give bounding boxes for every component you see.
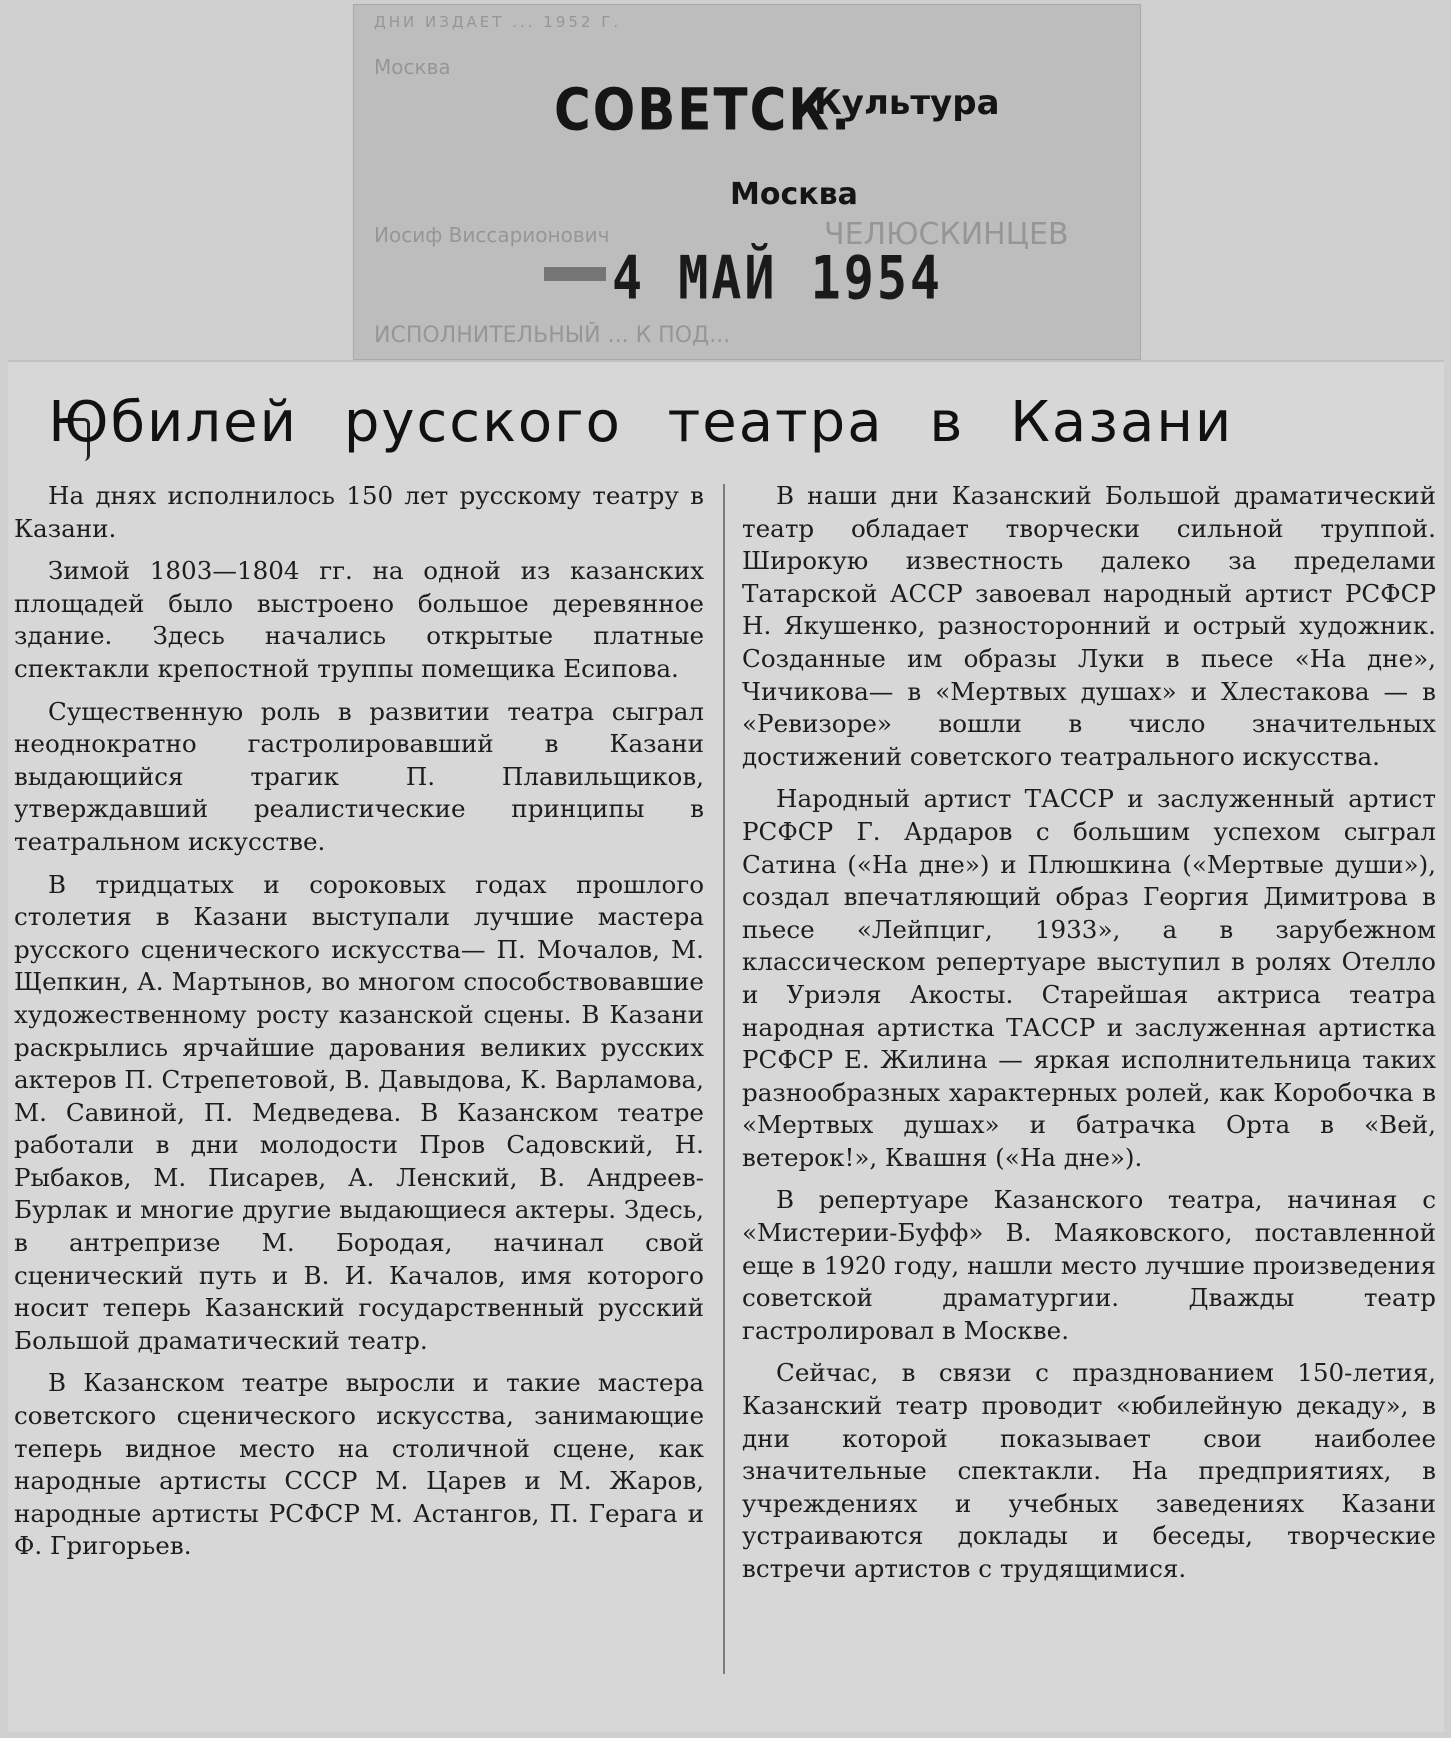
article-paragraph: Существенную роль в развитии театра сыграл неоднократно гастролировавший в Казани выдающийся трагик П. Плавильщиков, утверждавший реалистические принципы в театральном искусстве. [14,696,704,856]
stamp-faint-line: ИСПОЛНИТЕЛЬНЫЙ ... К ПОД... [374,323,731,348]
newspaper-clipping [8,360,1444,1732]
article-paragraph: В наши дни Казанский Большой драматический театр обладает творчески сильной труппой. Широкую известность далеко за пределами Татарской АССР завоевал народный артист РСФСР Н. Якушенко, разносторонний и острый художник. Созданные им образы Луки в пьесе «На дне», Чичикова— в «Мертвых душах» и Хлестакова — в «Ревизоре» вошли в число значительных достижений советского театрального искусства. [742,481,1436,771]
article-title: Юбилей русского театра в Казани [48,390,1234,455]
article-right-column [742,480,1436,1596]
article-paragraph: Зимой 1803—1804 гг. на одной из казанских площадей было выстроено большое деревянное здание. Здесь начались открытые платные спектакли крепостной труппы помещика Есипова. [14,556,704,683]
stamp-newspaper-name-suffix: Культура [814,83,1000,123]
column-divider [723,484,725,1674]
stamp-dash-mark [544,267,606,281]
clipping-bureau-stamp [353,4,1141,360]
stamp-faint-line: Иосиф Виссарионович [374,223,610,247]
stamp-faint-line: ДНИ ИЗДАЕТ ... 1952 Г. [374,13,622,31]
stamp-faint-line: Москва [374,55,451,79]
article-paragraph: Народный артист ТАССР и заслуженный артист РСФСР Г. Ардаров с большим успехом сыграл Сатина («На дне») и Плюшкина («Мертвые души»), создал впечатляющий образ Георгия Димитрова в пьесе «Лейпциг, 1933», а в зарубежном классическом репертуаре выступил в ролях Отелло и Уриэля Акосты. Старейшая актриса театра народная артистка ТАССР и заслуженная артистка РСФСР Е. Жилина — яркая исполнительница таких разнообразных характерных ролей, как Коробочка в «Мертвых душах» и батрачка Орта в «Вей, ветерок!», Квашня («На дне»). [742,784,1436,1172]
article-paragraph: В тридцатых и сороковых годах прошлого столетия в Казани выступали лучшие мастера русского сценического искусства— П. Мочалов, М. Щепкин, А. Мартынов, во многом способствовавшие художественному росту казанской сцены. В Казани раскрылись ярчайшие дарования великих русских актеров П. Стрепетовой, В. Давыдова, К. Варламова, М. Савиной, П. Медведева. В Казанском театре работали в дни молодости Пров Садовский, Н. Рыбаков, М. Писарев, А. Ленский, В. Андреев-Бурлак и многие другие выдающиеся актеры. Здесь, в антрепризе М. Бородая, начинал свой сценический путь и В. И. Качалов, имя которого носит теперь Казанский государственный русский Большой драматический театр. [14,869,704,1355]
article-left-column [14,480,704,1573]
article-paragraph: В репертуаре Казанского театра, начиная с «Мистерии-Буфф» В. Маяковского, поставленной еще в 1920 году, нашли место лучшие произведения советской драматургии. Дважды театр гастролировал в Москве. [742,1185,1436,1345]
article-paragraph: В Казанском театре выросли и такие мастера советского сценического искусства, занимающие теперь видное место на столичной сцене, как народные артисты СССР М. Царев и М. Жаров, народные артисты РСФСР М. Астангов, П. Герага и Ф. Григорьев. [14,1368,704,1561]
article-paragraph: Сейчас, в связи с празднованием 150-летия, Казанский театр проводит «юбилейную декаду», в дни которой показывает свои наиболее значительные спектакли. На предприятиях, в учреждениях и учебных заведениях Казани устраиваются доклады и беседы, творческие встречи артистов с трудящимися. [742,1358,1436,1583]
stamp-newspaper-name: СОВЕТСК. [554,76,853,144]
stamp-faint-line: ЧЕЛЮСКИНЦЕВ [824,217,1069,252]
article-paragraph: На днях исполнилось 150 лет русскому театру в Казани. [14,481,704,543]
stamp-date: 4 МАЙ 1954 [612,243,944,313]
stamp-city: Москва [730,177,858,212]
